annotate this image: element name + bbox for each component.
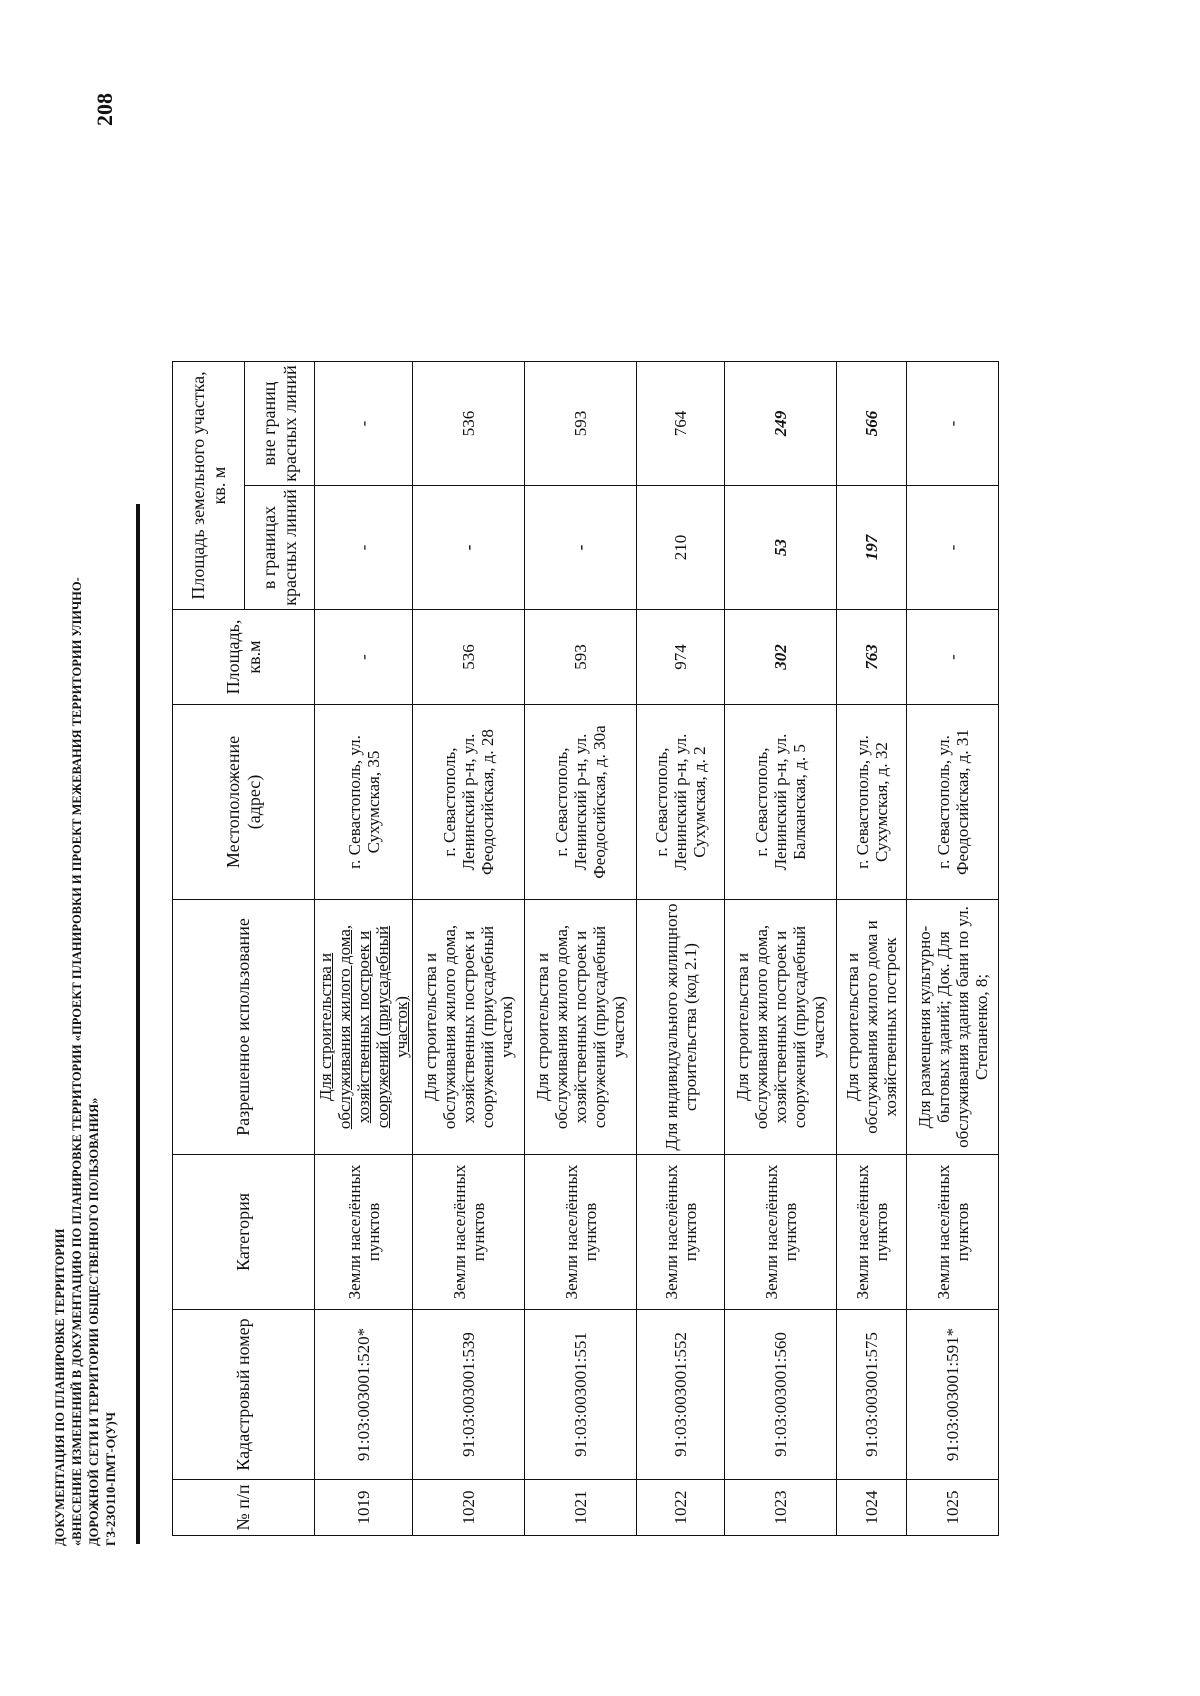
cell-category: Земли населённых пунктов [637, 1155, 725, 1310]
header-usage: Разрешенное использование [173, 900, 315, 1155]
cell-num: 1024 [837, 1480, 907, 1536]
cell-location: г. Севастополь, ул. Феодосийская, д. 31 [907, 705, 999, 900]
cell-outside-red: 593 [525, 362, 637, 486]
cell-usage: Для строительства и обслуживания жилого дома, хозяйственных построек и сооружений (приусадебный участок) [413, 900, 525, 1155]
cell-location: г. Севастополь, ул. Сухумская, д. 32 [837, 705, 907, 900]
cell-num: 1025 [907, 1480, 999, 1536]
cell-outside-red: - [315, 362, 413, 486]
table-row [525, 362, 637, 1536]
cell-area: - [315, 610, 413, 705]
cell-num: 1020 [413, 1480, 525, 1536]
cell-location: г. Севастополь, Ленинский р-н, ул. Балканская, д. 5 [725, 705, 837, 900]
header-category: Категория [173, 1155, 315, 1310]
cell-usage: Для индивидуального жилищного строительства (код 2.1) [637, 900, 725, 1155]
cell-area: 763 [837, 610, 907, 705]
header-rule [136, 504, 140, 1544]
cell-cadastral: 91:03:003001:539 [413, 1310, 525, 1480]
cell-area: 536 [413, 610, 525, 705]
table-row [725, 362, 837, 1536]
cell-usage: Для размещения культурно-бытовых зданий; Док. Для обслуживания здания бани по ул. Степаненко, 8; [907, 900, 999, 1155]
cell-num: 1023 [725, 1480, 837, 1536]
header-cadastral: Кадастровый номер [173, 1310, 315, 1480]
cell-cadastral: 91:03:003001:520* [315, 1310, 413, 1480]
cell-category: Земли населённых пунктов [413, 1155, 525, 1310]
cell-within-red: 210 [637, 486, 725, 610]
cell-category: Земли населённых пунктов [525, 1155, 637, 1310]
page-number: 208 [92, 93, 117, 126]
cell-cadastral: 91:03:003001:575 [837, 1310, 907, 1480]
header-line-1: ДОКУМЕНТАЦИЯ ПО ПЛАНИРОВКЕ ТЕРРИТОРИИ [53, 1228, 67, 1546]
cell-outside-red: 764 [637, 362, 725, 486]
table-container [172, 361, 999, 1536]
cell-cadastral: 91:03:003001:552 [637, 1310, 725, 1480]
cell-within-red: 197 [837, 486, 907, 610]
table-row [315, 362, 413, 1536]
header-within-red-lines: в границах красных линий [245, 486, 315, 610]
header-plot-area-group: Площадь земельного участка, кв. м [173, 362, 245, 610]
cell-category: Земли населённых пунктов [907, 1155, 999, 1310]
header-area: Площадь, кв.м [173, 610, 315, 705]
cell-area: 593 [525, 610, 637, 705]
table-row [637, 362, 725, 1536]
cell-within-red: - [907, 486, 999, 610]
cell-usage: Для строительства и обслуживания жилого дома, хозяйственных построек и сооружений (приусадебный участок) [725, 900, 837, 1155]
table-row [907, 362, 999, 1536]
header-line-4: ГЗ-23О110-ПМТ-О(У)Ч [104, 1412, 118, 1546]
cell-within-red: - [525, 486, 637, 610]
cell-location: г. Севастополь, Ленинский р-н, ул. Феодосийская, д. 28 [413, 705, 525, 900]
table-row [837, 362, 907, 1536]
cell-outside-red: 566 [837, 362, 907, 486]
header-location: Местоположение (адрес) [173, 705, 315, 900]
cell-usage: Для строительства и обслуживания жилого дома, хозяйственных построек и сооружений (приусадебный участок) [525, 900, 637, 1155]
cell-location: г. Севастополь, Ленинский р-н, ул. Феодосийская, д. 30а [525, 705, 637, 900]
header-line-3: ДОРОЖНОЙ СЕТИ И ТЕРРИТОРИИ ОБЩЕСТВЕННОГО ПОЛЬЗОВАНИЯ» [87, 1097, 101, 1546]
cell-outside-red: - [907, 362, 999, 486]
table-row [413, 362, 525, 1536]
cell-num: 1021 [525, 1480, 637, 1536]
cell-within-red: 53 [725, 486, 837, 610]
cell-area: 302 [725, 610, 837, 705]
document-header [52, 577, 120, 1546]
cell-category: Земли населённых пунктов [315, 1155, 413, 1310]
cell-within-red: - [315, 486, 413, 610]
cell-outside-red: 536 [413, 362, 525, 486]
cell-area: - [907, 610, 999, 705]
cell-category: Земли населённых пунктов [837, 1155, 907, 1310]
cell-location: г. Севастополь, ул. Сухумская, 35 [315, 705, 413, 900]
cell-cadastral: 91:03:003001:551 [525, 1310, 637, 1480]
cell-usage: Для строительства и обслуживания жилого дома и хозяйственных построек [837, 900, 907, 1155]
cell-cadastral: 91:03:003001:560 [725, 1310, 837, 1480]
cell-num: 1019 [315, 1480, 413, 1536]
header-outside-red-lines: вне границ красных линий [245, 362, 315, 486]
cell-cadastral: 91:03:003001:591* [907, 1310, 999, 1480]
header-line-2: «ВНЕСЕНИЕ ИЗМЕНЕНИЙ В ДОКУМЕНТАЦИЮ ПО ПЛАНИРОВКЕ ТЕРРИТОРИИ «ПРОЕКТ ПЛАНИРОВКИ И ПРОЕКТ МЕЖЕВАНИЯ ТЕРРИТОРИИ УЛИЧНО- [70, 577, 84, 1546]
cell-within-red: - [413, 486, 525, 610]
cell-outside-red: 249 [725, 362, 837, 486]
cell-location: г. Севастополь, Ленинский р-н, ул. Сухумская, д. 2 [637, 705, 725, 900]
cell-category: Земли населённых пунктов [725, 1155, 837, 1310]
land-plots-table [172, 361, 999, 1536]
header-num: № п/п [173, 1480, 315, 1536]
cell-area: 974 [637, 610, 725, 705]
cell-usage: Для строительства и обслуживания жилого дома, хозяйственных построек и сооружений (приусадебный участок) [315, 900, 413, 1155]
cell-num: 1022 [637, 1480, 725, 1536]
